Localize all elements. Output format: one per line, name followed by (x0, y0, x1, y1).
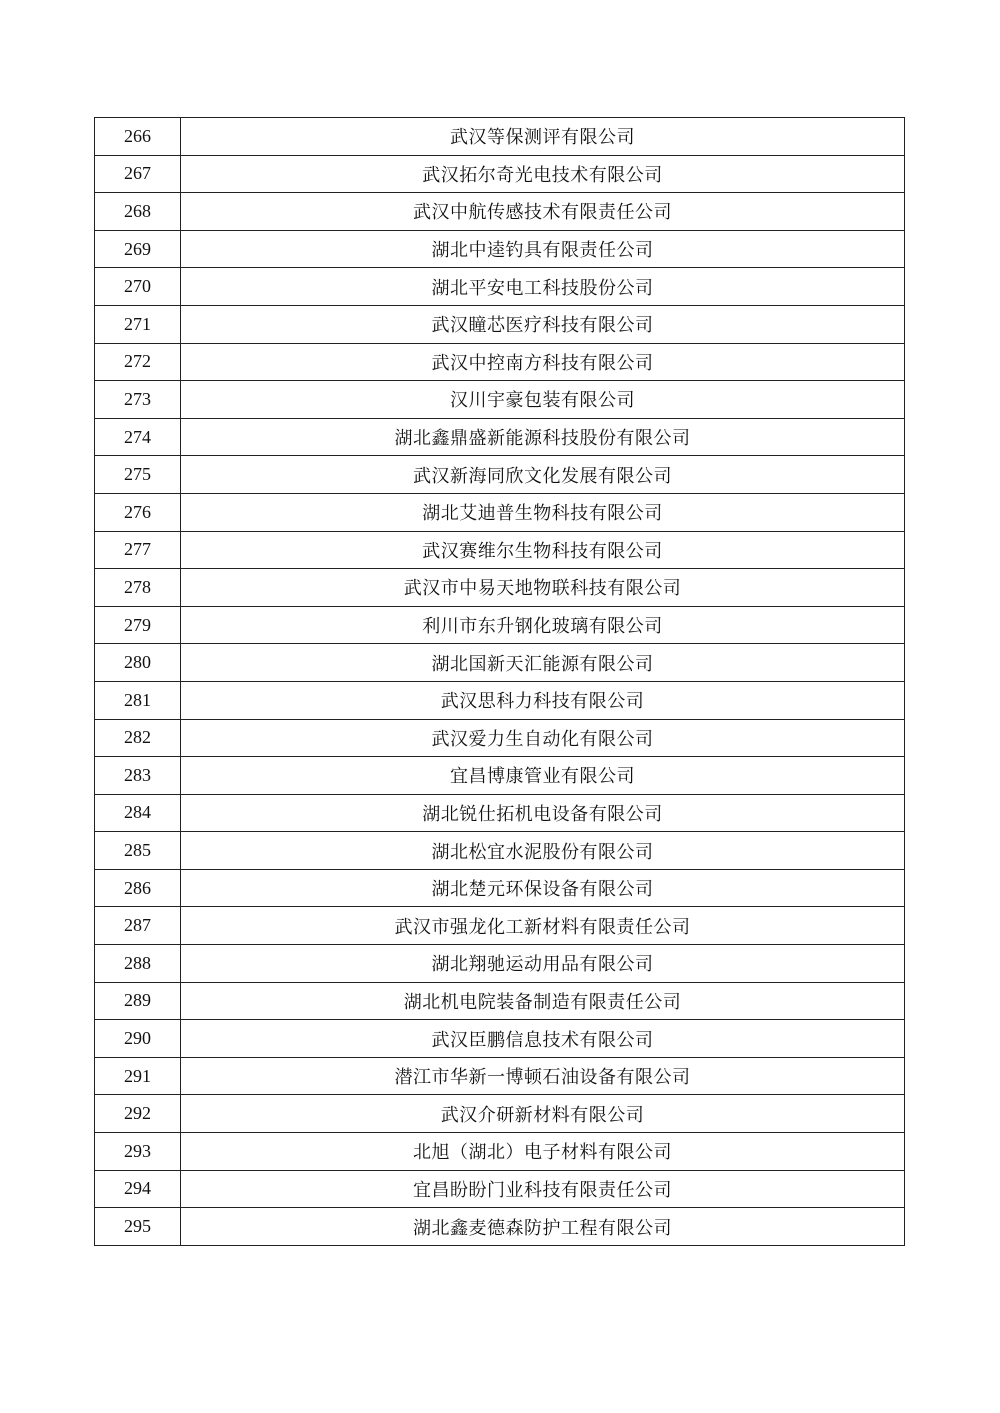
row-number: 285 (95, 832, 181, 870)
row-number: 273 (95, 381, 181, 419)
table-row (95, 982, 905, 1020)
company-name: 武汉市强龙化工新材料有限责任公司 (181, 907, 905, 945)
row-number: 293 (95, 1133, 181, 1171)
table-row (95, 681, 905, 719)
table-row (95, 869, 905, 907)
row-number: 291 (95, 1057, 181, 1095)
company-name: 武汉介研新材料有限公司 (181, 1095, 905, 1133)
company-name: 宜昌盼盼门业科技有限责任公司 (181, 1170, 905, 1208)
row-number: 283 (95, 757, 181, 795)
row-number: 278 (95, 569, 181, 607)
company-name: 武汉瞳芯医疗科技有限公司 (181, 305, 905, 343)
row-number: 294 (95, 1170, 181, 1208)
table-row (95, 230, 905, 268)
company-name: 武汉中航传感技术有限责任公司 (181, 193, 905, 231)
table-row (95, 343, 905, 381)
company-name: 武汉臣鹏信息技术有限公司 (181, 1020, 905, 1058)
company-name: 武汉爱力生自动化有限公司 (181, 719, 905, 757)
company-name: 宜昌博康管业有限公司 (181, 757, 905, 795)
table-row (95, 832, 905, 870)
table-row (95, 118, 905, 156)
table-row (95, 719, 905, 757)
row-number: 289 (95, 982, 181, 1020)
row-number: 279 (95, 606, 181, 644)
row-number: 277 (95, 531, 181, 569)
table-row (95, 531, 905, 569)
row-number: 274 (95, 418, 181, 456)
table-row (95, 1020, 905, 1058)
company-name: 武汉拓尔奇光电技术有限公司 (181, 155, 905, 193)
company-name: 潜江市华新一博顿石油设备有限公司 (181, 1057, 905, 1095)
row-number: 267 (95, 155, 181, 193)
table-row (95, 456, 905, 494)
company-name: 湖北国新天汇能源有限公司 (181, 644, 905, 682)
row-number: 284 (95, 794, 181, 832)
company-name: 湖北锐仕拓机电设备有限公司 (181, 794, 905, 832)
row-number: 281 (95, 681, 181, 719)
table-row (95, 1170, 905, 1208)
company-name: 北旭（湖北）电子材料有限公司 (181, 1133, 905, 1171)
table-row (95, 493, 905, 531)
table-row (95, 418, 905, 456)
company-name: 湖北翔驰运动用品有限公司 (181, 945, 905, 983)
row-number: 287 (95, 907, 181, 945)
row-number: 271 (95, 305, 181, 343)
table-row (95, 268, 905, 306)
row-number: 290 (95, 1020, 181, 1058)
row-number: 280 (95, 644, 181, 682)
row-number: 268 (95, 193, 181, 231)
company-name: 利川市东升钢化玻璃有限公司 (181, 606, 905, 644)
row-number: 272 (95, 343, 181, 381)
table-row (95, 907, 905, 945)
table-row (95, 757, 905, 795)
row-number: 286 (95, 869, 181, 907)
row-number: 292 (95, 1095, 181, 1133)
company-name: 湖北平安电工科技股份公司 (181, 268, 905, 306)
company-name: 湖北鑫鼎盛新能源科技股份有限公司 (181, 418, 905, 456)
table-row (95, 644, 905, 682)
table-row (95, 606, 905, 644)
company-list-table (94, 117, 905, 1246)
company-name: 湖北鑫麦德森防护工程有限公司 (181, 1208, 905, 1246)
table-row (95, 1133, 905, 1171)
table-body (95, 118, 905, 1246)
company-name: 湖北松宜水泥股份有限公司 (181, 832, 905, 870)
company-name: 武汉新海同欣文化发展有限公司 (181, 456, 905, 494)
table-row (95, 945, 905, 983)
company-name: 湖北艾迪普生物科技有限公司 (181, 493, 905, 531)
table-row (95, 193, 905, 231)
company-name: 汉川宇豪包装有限公司 (181, 381, 905, 419)
table-row (95, 1095, 905, 1133)
row-number: 295 (95, 1208, 181, 1246)
table-row (95, 1208, 905, 1246)
table-row (95, 305, 905, 343)
table-row (95, 569, 905, 607)
company-name: 武汉赛维尔生物科技有限公司 (181, 531, 905, 569)
row-number: 275 (95, 456, 181, 494)
row-number: 288 (95, 945, 181, 983)
company-name: 武汉中控南方科技有限公司 (181, 343, 905, 381)
table-row (95, 155, 905, 193)
table-row (95, 1057, 905, 1095)
row-number: 282 (95, 719, 181, 757)
row-number: 276 (95, 493, 181, 531)
row-number: 266 (95, 118, 181, 156)
row-number: 270 (95, 268, 181, 306)
table-row (95, 794, 905, 832)
company-name: 武汉等保测评有限公司 (181, 118, 905, 156)
company-name: 湖北中逵钓具有限责任公司 (181, 230, 905, 268)
company-name: 湖北楚元环保设备有限公司 (181, 869, 905, 907)
company-name: 武汉市中易天地物联科技有限公司 (181, 569, 905, 607)
company-name: 湖北机电院装备制造有限责任公司 (181, 982, 905, 1020)
row-number: 269 (95, 230, 181, 268)
table-row (95, 381, 905, 419)
company-name: 武汉思科力科技有限公司 (181, 681, 905, 719)
